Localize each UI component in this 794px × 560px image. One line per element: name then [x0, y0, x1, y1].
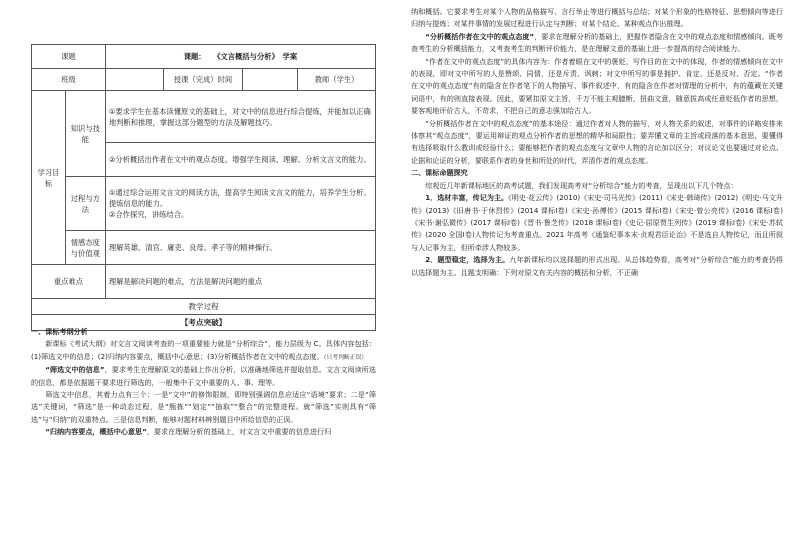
topic-title: 《文言概括与分析》 学案 [213, 52, 298, 61]
time-label: 授课（完成）时间 [163, 69, 243, 91]
rp5-text: 《明史·花云传》(2010)《宋史·司马光传》(2011)《宋史·韩琦传》(2012)《明史·马文升传》(2013)《旧唐书·于休烈传》(2014 课标Ⅰ卷)《宋史·孙傅传》(2015 课标Ⅰ卷)《宋史·曾公亮传》(2016 课标Ⅰ卷)《宋书·谢弘微传》(2017 课标Ⅰ卷)《晋书·鲁芝传》(2018 课标Ⅰ卷)《史记·屈原贾生列传》(2019 课标Ⅰ卷)《宋史·苏轼传》(2020 全国Ⅰ卷)人物传记为考查重点。2021 年高考《通鉴纪事本末·贞观君臣论治》不是选自人物传记，而且所叙与人记事为主，但所牵涉人物较多。 [411, 193, 784, 252]
knowledge-item-1: ①要求学生在基本读懂原文的基础上，对文中的信息进行综合提炼，并能加以正确地判断和推理，掌握这部分题型的方法及解题技巧。 [105, 91, 375, 143]
process-header: 教学过程 [32, 299, 376, 315]
process-item-2: ②合作探究，讲练结合。 [108, 210, 189, 219]
rp6-lead: 2．题型稳定，选择为主。 [425, 255, 510, 265]
rp1-lead: “分析概括作者在文中的观点态度” [425, 31, 535, 41]
paragraph [411, 254, 783, 279]
emotion-text: 理解英雄、清官、庸吏、良母、孝子等的精神操行。 [105, 231, 375, 265]
section-1-title: 一、课标考纲分析 [31, 327, 88, 336]
paragraph [411, 192, 783, 254]
paragraph: “作者在文中的观点态度”的具体内容为：作者着眼在文中的褒贬，写作目的在文中的体现，作者的情感倾向在文中的表现，即对文中所写的人是赞颂、同情，还是斥责、讽刺；对文中所写的事是拥护、肯定，还是反对、否定。“作者在文中的观点态度”有的隐含在作者笔下的人物描写、事件叙述中，有的隐含在作者对情理的分析中，有的蕴藏在关键词语中，有的则直接表现。因此，要紧扣原文主旨，千万不能主观臆断，扭曲文意，随意拔高或任意贬低作者的思想，要客观地评价古人，不苛求，不把自己的意志强加给古人。 [411, 56, 783, 116]
emotion-label: 情感态度与价值观 [65, 231, 105, 265]
p4-text: ，要求在理解分析的基础上，对文言文中重要的信息进行归 [146, 427, 332, 437]
topic-cell [105, 45, 375, 69]
paragraph [31, 338, 376, 364]
key-label: 重点难点 [32, 265, 106, 299]
paragraph [31, 426, 376, 438]
knowledge-label: 知识与技能 [65, 91, 105, 177]
paragraph: 纳和概括。它要求考生对某个人物的品格描写、言行举止等进行概括与总结；对某个形象的性格特征、思想倾向等进行归纳与提炼；对某件事情的发展过程进行认定与判断；对某个结论、某种观点作出推理。 [411, 7, 783, 29]
breakthrough-header: 【考点突破】 [32, 315, 376, 331]
paragraph: 筛选文中信息，其着力点有三个：一是“文中”的修饰限制，即特别强调信息应适应“语境”要求；二是“筛选”关键词，“筛选”是一种动态过程，是“甄拣”“划定”“抽取”“整合”的完整进程。就“筛选”实则具有“筛选”与“归纳”的双重特点。三是信息判断，能够对题材料辨别题目中所给信息的正误。 [31, 390, 376, 424]
key-text: 理解是解决问题的难点，方法是解决问题的重点 [105, 265, 375, 299]
p1-text: 新课标《考试大纲》对文言文阅读考查的一项重要能力就是“分析综合”，能力层级为 C。具体内容包括：(1)筛选文中的信息；(2)归纳内容要点，概括中心意思；(3)分析概括作者在文中的观点态度。 [31, 339, 376, 361]
topic-label: 课题 [32, 45, 106, 69]
right-page [397, 0, 794, 560]
p1-note: （只考判断正误） [323, 354, 368, 361]
rp6-text: 九年新课标均以选择题的形式出现。从总体趋势看，高考对“分析综合”能力的考查仍将以选择题为主。且题支明确：下列对原文有关内容的概括和分析，不正确 [411, 255, 783, 277]
class-label: 班级 [32, 69, 106, 91]
knowledge-item-2: ②分析概括出作者在文中的观点态度。增强学生阅读、理解、分析文言文的能力。 [105, 143, 375, 177]
paragraph [411, 31, 783, 56]
lesson-plan-table [31, 44, 376, 331]
rp5-lead: 1．选材丰富，传记为主。 [425, 193, 509, 203]
paragraph: “分析概括作者在文中的观点态度”的基本途径：通过作者对人物的描写，对人物关系的叙述，对事件的详略安排来体察其“观点态度”，要运用辩证的观点分析作者的思想的精华和局限性；要弄懂文章的主旨或段落的基本意思，要懂得有选择吸取什么教训或经验什么；要能够把作者的观点态度与文章中人物的言论加以区分；对议论文也要通过对论点、论据和论证的分析，要联系作者的身世和所处的时代，弄清作者的观点态度。 [411, 118, 783, 165]
rp1-text: ，要求在理解分析的基础上，把握作者隐含在文中的观点态度和情感倾向。既考查考生的分析概括能力，又考查考生的判断评价能力，是在理解文意的基础上进一步提高的综合阅读能力。 [411, 31, 783, 54]
paragraph: 综观近几年新课标地区的高考试题，我们发现高考对“分析综合”能力的考查，呈现出以下几个特点： [425, 180, 738, 190]
class-value [105, 69, 163, 91]
p2-text: ，要求考生在理解原文的基础上作出分析，以准确地筛选并提取信息。文言文阅读所选的信息，都是依据题干要求进行筛选的，一般集中于文中重要的人、事、理等。 [31, 365, 376, 387]
teacher-label: 教师（学生） [298, 69, 376, 91]
p4-lead: “归纳内容要点，概括中心意思” [45, 427, 147, 437]
paragraph [31, 364, 376, 389]
process-cell [105, 177, 375, 231]
section-2-title: 二、课标命题探究 [411, 168, 468, 178]
right-body [411, 6, 783, 279]
process-label: 过程与方法 [65, 177, 105, 231]
goal-label: 学习目标 [32, 91, 66, 265]
time-value [243, 69, 298, 91]
process-item-1: ①通过综合运用文言文的阅读方法，提高学生阅读文言文的能力，培养学生分析、提炼信息的能力。 [108, 188, 371, 208]
p2-lead: “筛选文中的信息” [45, 365, 105, 375]
topic-prefix: 课题： [183, 52, 206, 61]
left-body [31, 326, 376, 439]
